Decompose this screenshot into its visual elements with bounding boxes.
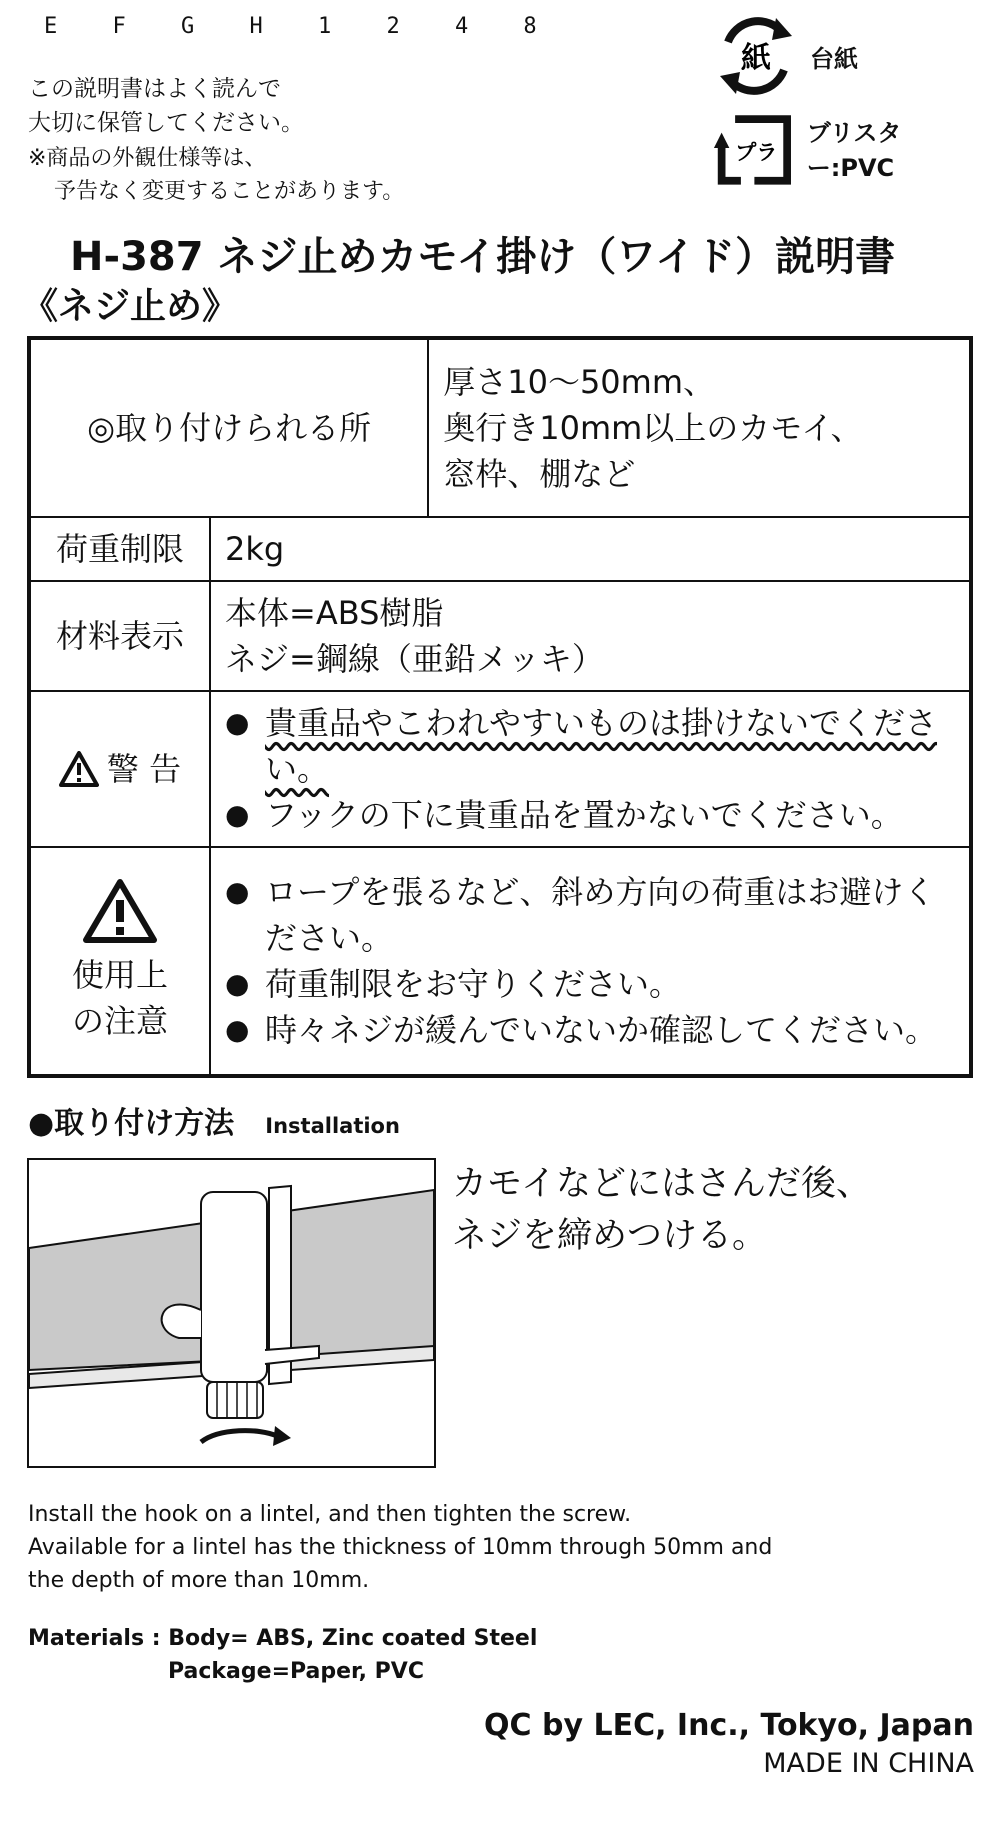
caution-header-cell: [29, 847, 210, 1076]
material-value: 本体=ABS樹脂 ネジ=鋼線（亜鉛メッキ）: [210, 581, 971, 691]
material-header: 材料表示: [29, 581, 210, 691]
warning-header-cell: [29, 691, 210, 847]
plastic-label: ブリスター:PVC: [806, 119, 902, 182]
plastic-recycle-mark: [712, 102, 982, 194]
installation-heading: ●取り付け方法 Installation: [28, 1106, 400, 1141]
english-instructions: Install the hook on a lintel, and then tighten the screw. Available for a lintel has the thickness of 10mm through 50mm and the depth of more than 10mm.: [28, 1502, 773, 1593]
materials-info: Materials : Body= ABS, Zinc coated Steel Package=Paper, PVC: [28, 1626, 538, 1684]
plastic-recycle-icon: [712, 104, 797, 192]
list-item: ● 時々ネジが緩んでいないか確認してください。: [225, 1007, 955, 1053]
material-row: [29, 581, 971, 691]
warning-header: 警 告: [106, 750, 182, 788]
caution-row: [29, 847, 971, 1076]
list-item: ● フックの下に貴重品を置かないでください。: [225, 792, 955, 838]
caution-header: 使用上 の注意: [71, 956, 168, 1040]
caution-icon: [82, 878, 158, 944]
spec-table: [27, 336, 973, 1078]
svg-text:紙: 紙: [741, 41, 771, 76]
warning-icon: [59, 751, 99, 787]
paper-label: 台紙: [810, 44, 858, 73]
page-subtitle: 《ネジ止め》: [22, 286, 239, 327]
warning-list-cell: [210, 691, 971, 847]
caution-list-cell: [210, 847, 971, 1076]
product-codes: E F G H 1 2 4 8: [44, 14, 558, 39]
load-value: 2kg: [210, 517, 971, 581]
origin: MADE IN CHINA: [763, 1748, 974, 1779]
paper-recycle-mark: [712, 10, 982, 102]
manufacturer: QC by LEC, Inc., Tokyo, Japan: [484, 1708, 974, 1743]
mount-value: 厚さ10〜50mm、 奥行き10mm以上のカモイ、 窓枠、棚など: [428, 338, 971, 517]
hook-illustration-icon: [29, 1160, 434, 1466]
svg-text:プラ: プラ: [735, 139, 778, 165]
installation-illustration: [27, 1158, 436, 1468]
list-item: ● 荷重制限をお守りください。: [225, 961, 955, 1007]
mount-row: [29, 338, 971, 517]
notice-text: ※商品の外観仕様等は、 予告なく変更することがあります。: [28, 146, 405, 204]
list-item: ● ロープを張るなど、斜め方向の荷重はお避けください。: [225, 869, 955, 961]
installation-instructions: カモイなどにはさんだ後、 ネジを締めつける。: [452, 1164, 871, 1256]
materials-label: Materials :: [28, 1626, 161, 1651]
recycle-marks: [712, 10, 982, 194]
list-item: ● 貴重品やこわれやすいものは掛けないでください。: [225, 700, 955, 792]
intro-text: この説明書はよく読んで 大切に保管してください。: [28, 76, 304, 136]
page-title: H-387 ネジ止めカモイ掛け（ワイド）説明書: [70, 234, 896, 280]
load-header: 荷重制限: [29, 517, 210, 581]
caution-list: [225, 869, 955, 1053]
load-row: [29, 517, 971, 581]
warning-row: [29, 691, 971, 847]
paper-recycle-icon: [712, 12, 800, 100]
warning-list: [225, 700, 955, 838]
mount-header: ◎取り付けられる所: [29, 338, 428, 517]
